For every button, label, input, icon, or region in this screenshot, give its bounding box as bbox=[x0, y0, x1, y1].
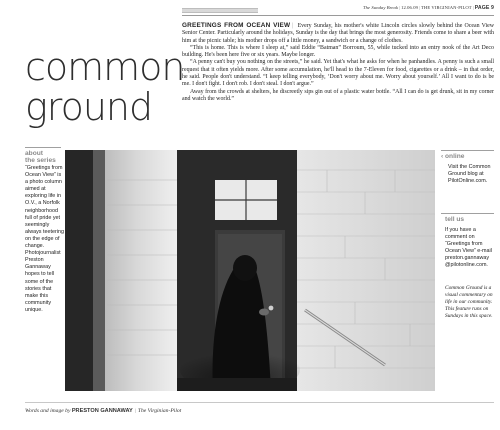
credit-outlet: The Virginian-Pilot bbox=[137, 408, 182, 414]
feature-photo bbox=[65, 150, 435, 391]
about-heading-line2: the series bbox=[25, 157, 56, 164]
article-body bbox=[182, 22, 494, 103]
online-arrow-icon: ‹ bbox=[441, 153, 446, 160]
credit-rule bbox=[25, 402, 494, 403]
tell-us-heading: tell us bbox=[445, 216, 465, 223]
credit-name: PRESTON GANNAWAY bbox=[71, 408, 133, 414]
article-dateline: GREETINGS FROM OCEAN VIEW bbox=[182, 22, 291, 29]
online-text[interactable]: Visit the Common Ground blog at PilotOnline.com. bbox=[448, 164, 491, 185]
article-paragraph-3: “A penny can't buy you nothing on the streets,” he said. Yet that's what he asks for when he panhandles. A penny is such a small request that it often yields more. After some accumulation, he'll head to the 7-Eleven for food, cigarettes or a drink – in that order, he said. People don't understand. “I keep telling everybody, ‘Don't worry about me. Worry about yourself.’ All I want to do is be me. I don't fight. I don't rob. I don't steal. I don't argue.” bbox=[182, 59, 494, 88]
tell-us-rule bbox=[441, 213, 494, 214]
header-rule bbox=[182, 15, 494, 16]
feature-note: Common Ground is a visual commentary on life in our community. This feature runs on Sundays in this space. bbox=[445, 285, 493, 320]
about-text: “Greetings from Ocean View” is a photo column aimed at exploring life in O.V., a Norfolk neighborhood full of pride yet seemingly always teetering on the edge of change. Photojournalist Preston Gannaway hopes to tell some of the stories that make this community unique. bbox=[25, 165, 64, 313]
title-ground: ground bbox=[25, 85, 153, 129]
photo-credit: Words and image by PRESTON GANNAWAY | The Virginian-Pilot bbox=[25, 408, 182, 414]
article-paragraph-1-text: Every Sunday, his mother's white Lincoln circles slowly behind the Ocean View Senior Center. Particularly around the holidays, Sunday is the day that brings the most generosity. Friends come to share a beer with him at the picnic table; his mother drops off a little money, a sandwich or a change of clothes. bbox=[182, 23, 494, 44]
header-section: The Sunday Break bbox=[362, 5, 399, 10]
about-heading-line1: about bbox=[25, 150, 43, 157]
page-header bbox=[182, 6, 494, 14]
about-heading bbox=[25, 150, 56, 164]
online-heading bbox=[441, 153, 464, 160]
tell-us-text[interactable]: If you have a comment on “Greetings from Ocean View” e-mail preston.gannaway @pilotonline.com. bbox=[445, 227, 492, 269]
header-date: 12.06.09 bbox=[401, 5, 418, 10]
header-bar bbox=[182, 8, 258, 13]
online-heading-text: online bbox=[445, 153, 465, 160]
title-common: common bbox=[25, 45, 185, 89]
photo-illustration bbox=[65, 150, 435, 391]
about-rule bbox=[25, 147, 61, 148]
header-text: The Sunday Break|12.06.09|THE VIRGINIAN-PILOT|PAGE 9 bbox=[362, 5, 494, 11]
article-paragraph-4: Away from the crowds at shelters, he discreetly sips gin out of a plastic water bottle. “All I can do is get drunk, sit in my corner and watch the world.” bbox=[182, 88, 494, 102]
header-page-number: PAGE 9 bbox=[474, 5, 494, 11]
header-paper: THE VIRGINIAN-PILOT bbox=[421, 5, 472, 10]
article-paragraph-2: “This is home. This is where I sleep at,” said Eddie “Batman” Borroum, 55, while tucked into an entry nook of the Art Deco building. He's been here five or six years. Maybe longer. bbox=[182, 44, 494, 59]
credit-prefix: Words and image by bbox=[25, 408, 71, 414]
online-rule bbox=[441, 150, 494, 151]
article-paragraph-1: GREETINGS FROM OCEAN VIEW | Every Sunday, his mother's white Lincoln circles slowly behind the Ocean View Senior Center. Particularly around the holidays, Sunday is the day that brings the most generosity. Friends come to share a beer with him at the picnic table; his mother drops off a little money, a sandwich or a change of clothes. bbox=[182, 22, 494, 44]
